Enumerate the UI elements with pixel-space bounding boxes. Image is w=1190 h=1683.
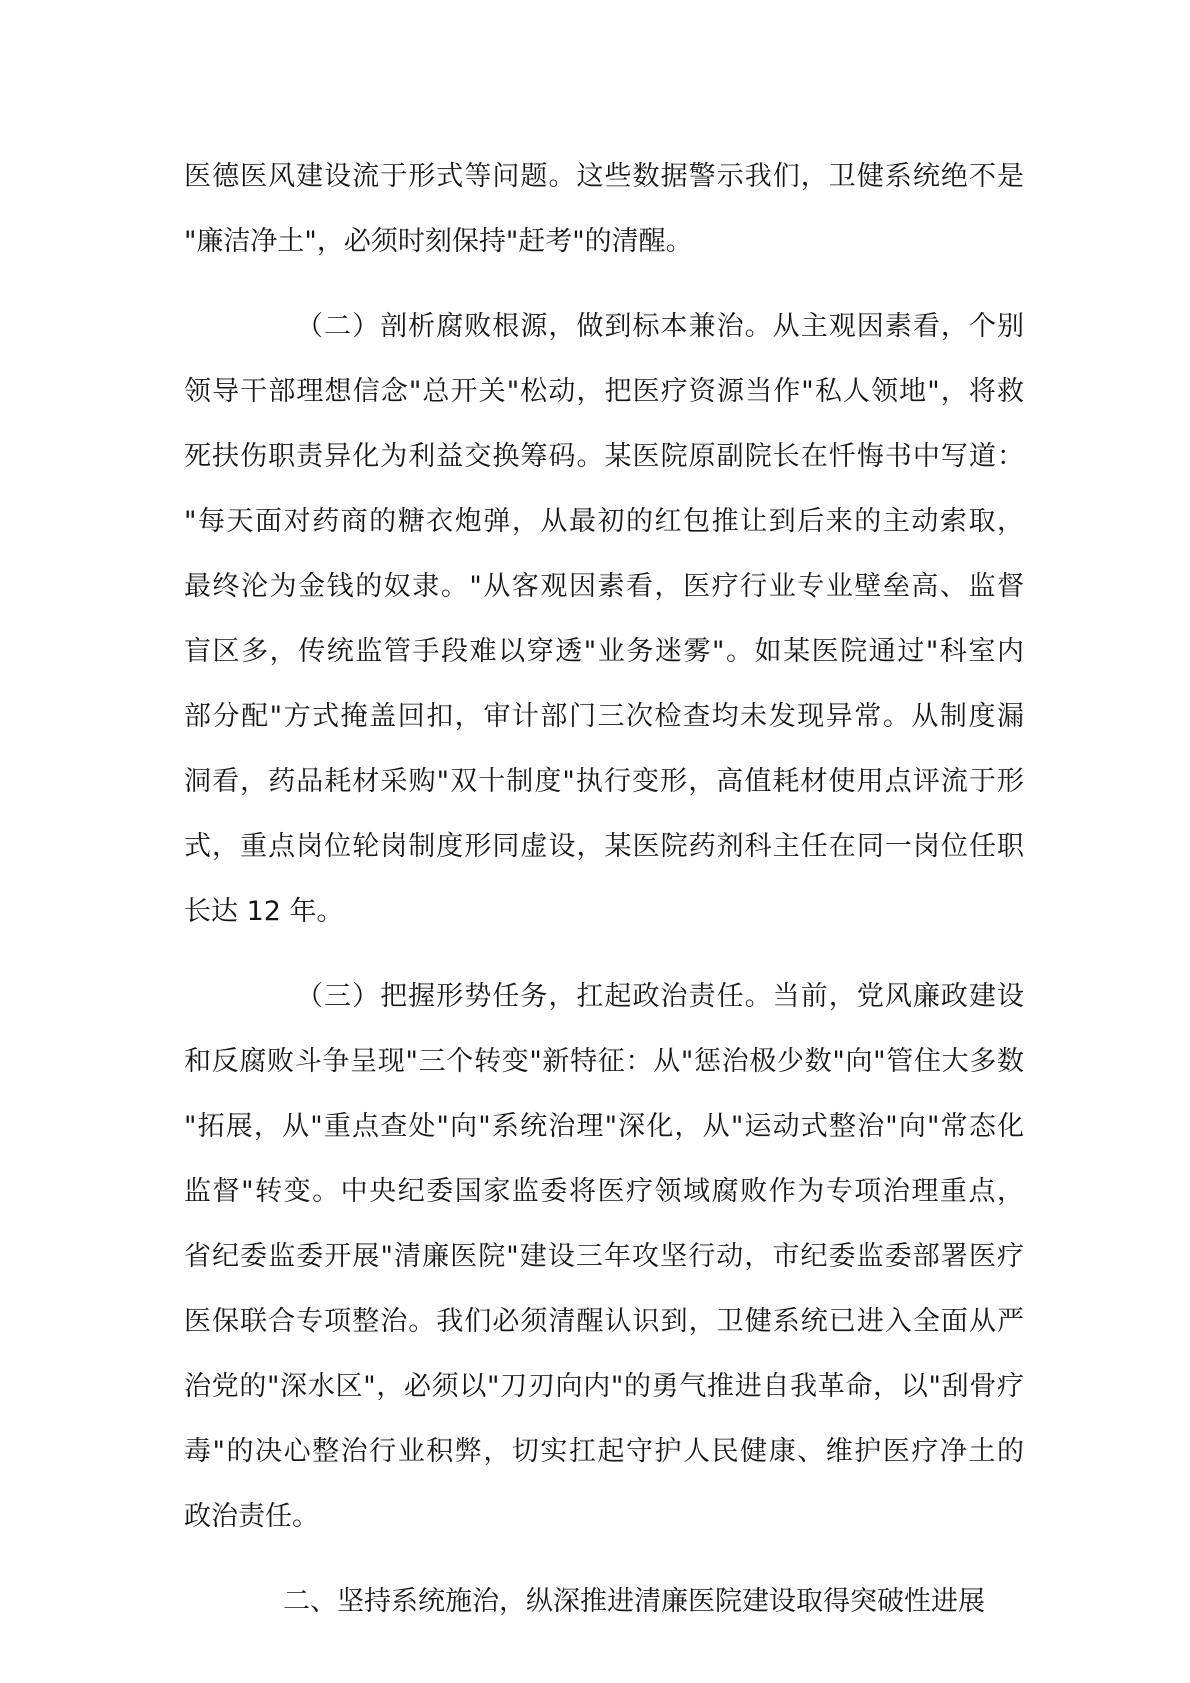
text-line: 死扶伤职责异化为利益交换筹码。某医院原副院长在忏悔书中写道： — [184, 441, 1024, 472]
text-line: 最终沦为金钱的奴隶。"从客观因素看，医疗行业专业壁垒高、监督 — [184, 571, 1024, 602]
text-line: 监督"转变。中央纪委国家监委将医疗领域腐败作为专项治理重点， — [184, 1176, 1024, 1207]
section-heading: 二、坚持系统施治，纵深推进清廉医院建设取得突破性进展 — [283, 1586, 985, 1617]
body-paragraph — [184, 964, 1024, 1549]
text-line: 盲区多，传统监管手段难以穿透"业务迷雾"。如某医院通过"科室内 — [184, 636, 1024, 667]
text-line: 毒"的决心整治行业积弊，切实扛起守护人民健康、维护医疗净土的 — [184, 1436, 1024, 1467]
text-line: 长达 12 年。 — [184, 896, 344, 927]
text-line: 医保联合专项整治。我们必须清醒认识到，卫健系统已进入全面从严 — [184, 1306, 1024, 1337]
text-line: 式，重点岗位轮岗制度形同虚设，某医院药剂科主任在同一岗位任职 — [184, 831, 1024, 862]
text-line: "每天面对药商的糖衣炮弹，从最初的红包推让到后来的主动索取， — [184, 506, 1024, 537]
text-line: 医德医风建设流于形式等问题。这些数据警示我们，卫健系统绝不是 — [184, 161, 1024, 192]
text-line: 部分配"方式掩盖回扣，审计部门三次检查均未发现异常。从制度漏 — [184, 701, 1024, 732]
text-line: 政治责任。 — [184, 1501, 319, 1532]
section-heading-paragraph — [184, 1569, 1024, 1634]
text-line: "廉洁净土"，必须时刻保持"赶考"的清醒。 — [184, 226, 693, 257]
text-line: （三）把握形势任务，扛起政治责任。当前，党风廉政建设 — [296, 981, 1024, 1012]
text-line: 洞看，药品耗材采购"双十制度"执行变形，高值耗材使用点评流于形 — [184, 766, 1024, 797]
text-line: 领导干部理想信念"总开关"松动，把医疗资源当作"私人领地"，将救 — [184, 376, 1024, 407]
text-line: "拓展，从"重点查处"向"系统治理"深化，从"运动式整治"向"常态化 — [184, 1111, 1024, 1142]
text-line: 和反腐败斗争呈现"三个转变"新特征：从"惩治极少数"向"管住大多数 — [184, 1046, 1024, 1077]
text-line: （二）剖析腐败根源，做到标本兼治。从主观因素看，个别 — [296, 311, 1024, 342]
text-line: 治党的"深水区"，必须以"刀刃向内"的勇气推进自我革命，以"刮骨疗 — [184, 1371, 1024, 1402]
body-paragraph — [184, 294, 1024, 944]
body-paragraph — [184, 144, 1024, 274]
text-line: 省纪委监委开展"清廉医院"建设三年攻坚行动，市纪委监委部署医疗 — [184, 1241, 1024, 1272]
document-body — [184, 144, 1024, 1654]
